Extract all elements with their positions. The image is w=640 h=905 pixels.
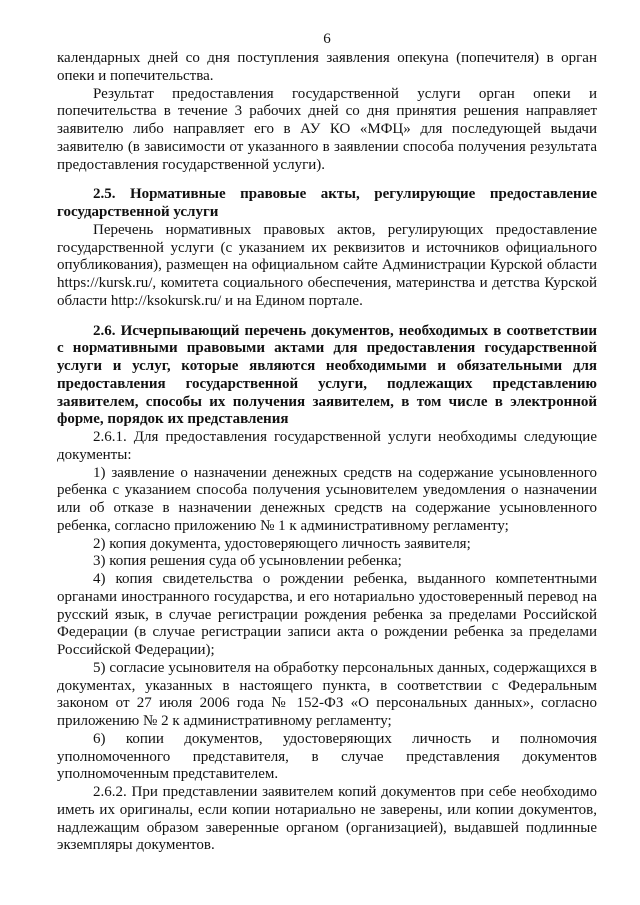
section-2-6-heading: 2.6. Исчерпывающий перечень документов, необходимых в соответствии с нормативными правовыми актами для предоставления государственной услуги и услуг, которые являются необходимыми и обязательными для предоставления государственной услуги, подлежащих представлению заявителем, способы их получения заявителем, в том числе в электронной форме, порядок их представления: [57, 322, 597, 428]
document-body: [57, 50, 597, 855]
list-item: 3) копия решения суда об усыновлении ребенка;: [93, 553, 402, 570]
list-item: 6) копии документов, удостоверяющих личность и полномочия уполномоченного представителя, в случае представления документов уполномоченным представителем.: [57, 730, 597, 783]
clause-2-6-2-paragraph: 2.6.2. При представлении заявителем копий документов при себе необходимо иметь их оригиналы, если копии нотариально не заверены, или копии документов, надлежащим образом заверенные органом (организацией), выдавшей подлинные экземпляры документов.: [57, 784, 597, 854]
section-2-5: [57, 186, 597, 310]
list-item: 2) копия документа, удостоверяющего личность заявителя;: [93, 535, 471, 552]
clause-2-6-1-lead: 2.6.1. Для предоставления государственной услуги необходимы следующие документы:: [57, 429, 597, 463]
result-delivery-paragraph: Результат предоставления государственной услуги орган опеки и попечительства в течение 3 рабочих дней со дня принятия решения направляет заявителю либо направляет его в АУ КО «МФЦ» для последующей выдачи заявителю (в зависимости от указанного в заявлении способа получения результата предоставления государственной услуги).: [57, 85, 597, 173]
legal-acts-paragraph: Перечень нормативных правовых актов, регулирующих предоставление государственной услуги (с указанием их реквизитов и источников официального опубликования), размещен на официальном сайте Администрации Курской области https://kursk.ru/, комитета социального обеспечения, материнства и детства Курской области http://ksokursk.ru/ и на Едином портале.: [57, 221, 597, 309]
continuation-paragraph: календарных дней со дня поступления заявления опекуна (попечителя) в орган опеки и попечительства.: [57, 50, 597, 84]
list-item: 5) согласие усыновителя на обработку персональных данных, содержащихся в документах, указанных в настоящего пункта, в соответствии с Федеральным законом от 27 июля 2006 года № 152-ФЗ «О персональных данных», согласно приложению № 2 к административному регламенту;: [57, 659, 597, 729]
list-item: 4) копия свидетельства о рождении ребенка, выданного компетентными органами иностранного государства, и его нотариально удостоверенный перевод на русский язык, в случае регистрации рождения ребенка за пределами Российской Федерации (в случае регистрации записи акта о рождении ребенка за пределами Российской Федерации);: [57, 571, 597, 658]
continuation-block: [57, 50, 597, 174]
section-2-6: [57, 323, 597, 856]
page-number: 6: [323, 31, 331, 47]
list-item: 1) заявление о назначении денежных средств на содержание усыновленного ребенка с указанием способа получения усыновителем уведомления о назначении или об отказе в назначении денежных средств на содержание усыновленного ребенка, согласно приложению № 1 к административному регламенту;: [57, 464, 597, 534]
section-2-5-heading: 2.5. Нормативные правовые акты, регулирующие предоставление государственной услуги: [57, 186, 597, 220]
